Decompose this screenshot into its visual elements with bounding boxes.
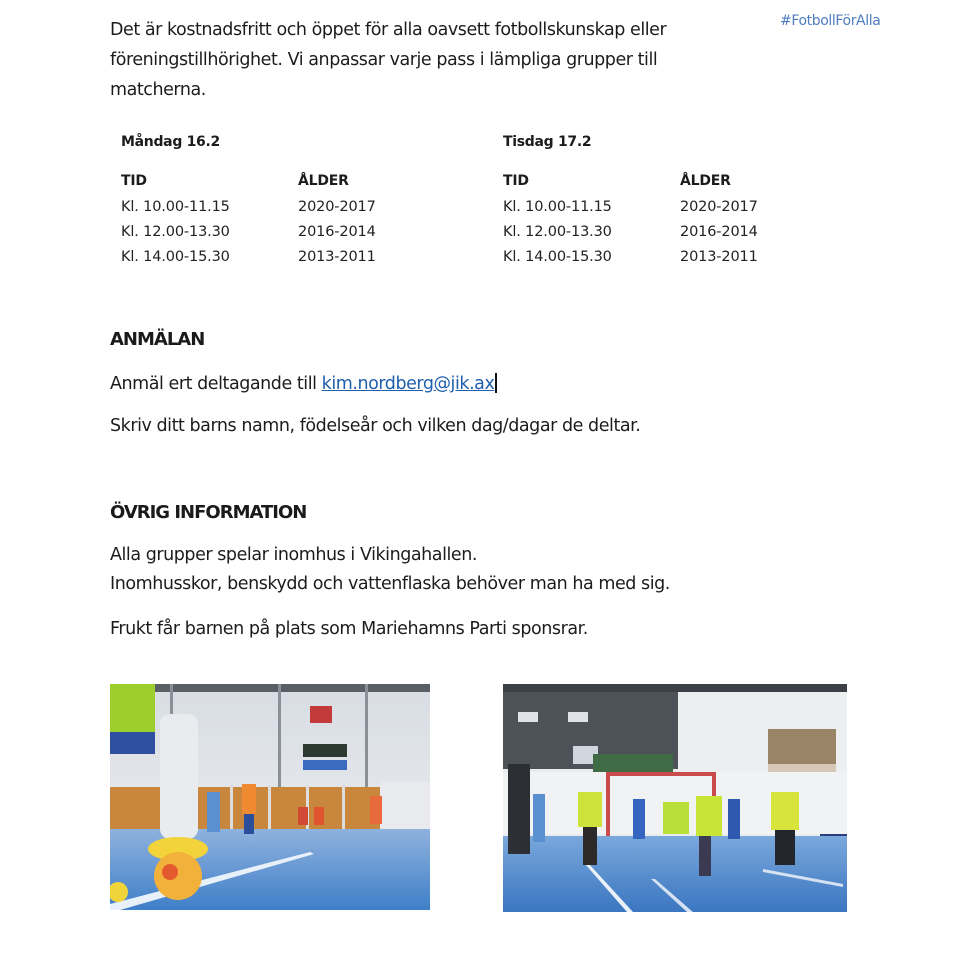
photo-image: [110, 684, 430, 910]
column-header-age: ÅLDER: [680, 173, 731, 189]
other-info-line: Frukt får barnen på plats som Mariehamns Parti sponsrar.: [110, 619, 588, 639]
email-link[interactable]: kim.nordberg@jik.ax: [321, 374, 495, 394]
column-header-time: TID: [503, 173, 529, 189]
intro-line: matcherna.: [110, 80, 206, 100]
registration-instructions: Skriv ditt barns namn, födelseår och vilken dag/dagar de deltar.: [110, 416, 641, 436]
schedule-age: 2016-2014: [298, 224, 376, 240]
schedule-time: Kl. 14.00-15.30: [503, 249, 612, 265]
schedule-age: 2020-2017: [680, 199, 758, 215]
intro-line: föreningstillhörighet. Vi anpassar varje pass i lämpliga grupper till: [110, 50, 658, 70]
other-info-line: Alla grupper spelar inomhus i Vikingahallen.: [110, 545, 477, 565]
photo-children-running: [503, 684, 847, 912]
schedule-age: 2016-2014: [680, 224, 758, 240]
schedule-time: Kl. 14.00-15.30: [121, 249, 230, 265]
intro-line: Det är kostnadsfritt och öppet för alla oavsett fotbollskunskap eller: [110, 20, 667, 40]
registration-line: [110, 373, 497, 394]
column-header-time: TID: [121, 173, 147, 189]
intro-paragraph: [110, 15, 666, 105]
registration-heading: ANMÄLAN: [110, 329, 205, 350]
column-header-age: ÅLDER: [298, 173, 349, 189]
day-title-tuesday: Tisdag 17.2: [503, 134, 592, 150]
schedule-time: Kl. 10.00-11.15: [121, 199, 230, 215]
schedule-age: 2013-2011: [298, 249, 376, 265]
schedule-time: Kl. 12.00-13.30: [503, 224, 612, 240]
text-cursor: [495, 373, 497, 393]
hashtag: #FotbollFörAlla: [780, 13, 881, 29]
day-title-monday: Måndag 16.2: [121, 134, 220, 150]
registration-prefix: Anmäl ert deltagande till: [110, 374, 322, 394]
other-info-line: Inomhusskor, benskydd och vattenflaska behöver man ha med sig.: [110, 574, 670, 594]
schedule-age: 2020-2017: [298, 199, 376, 215]
other-info-heading: ÖVRIG INFORMATION: [110, 502, 307, 523]
schedule-time: Kl. 10.00-11.15: [503, 199, 612, 215]
schedule-age: 2013-2011: [680, 249, 758, 265]
photo-image: [503, 684, 847, 912]
schedule-time: Kl. 12.00-13.30: [121, 224, 230, 240]
photo-futsal-ball: [110, 684, 430, 910]
